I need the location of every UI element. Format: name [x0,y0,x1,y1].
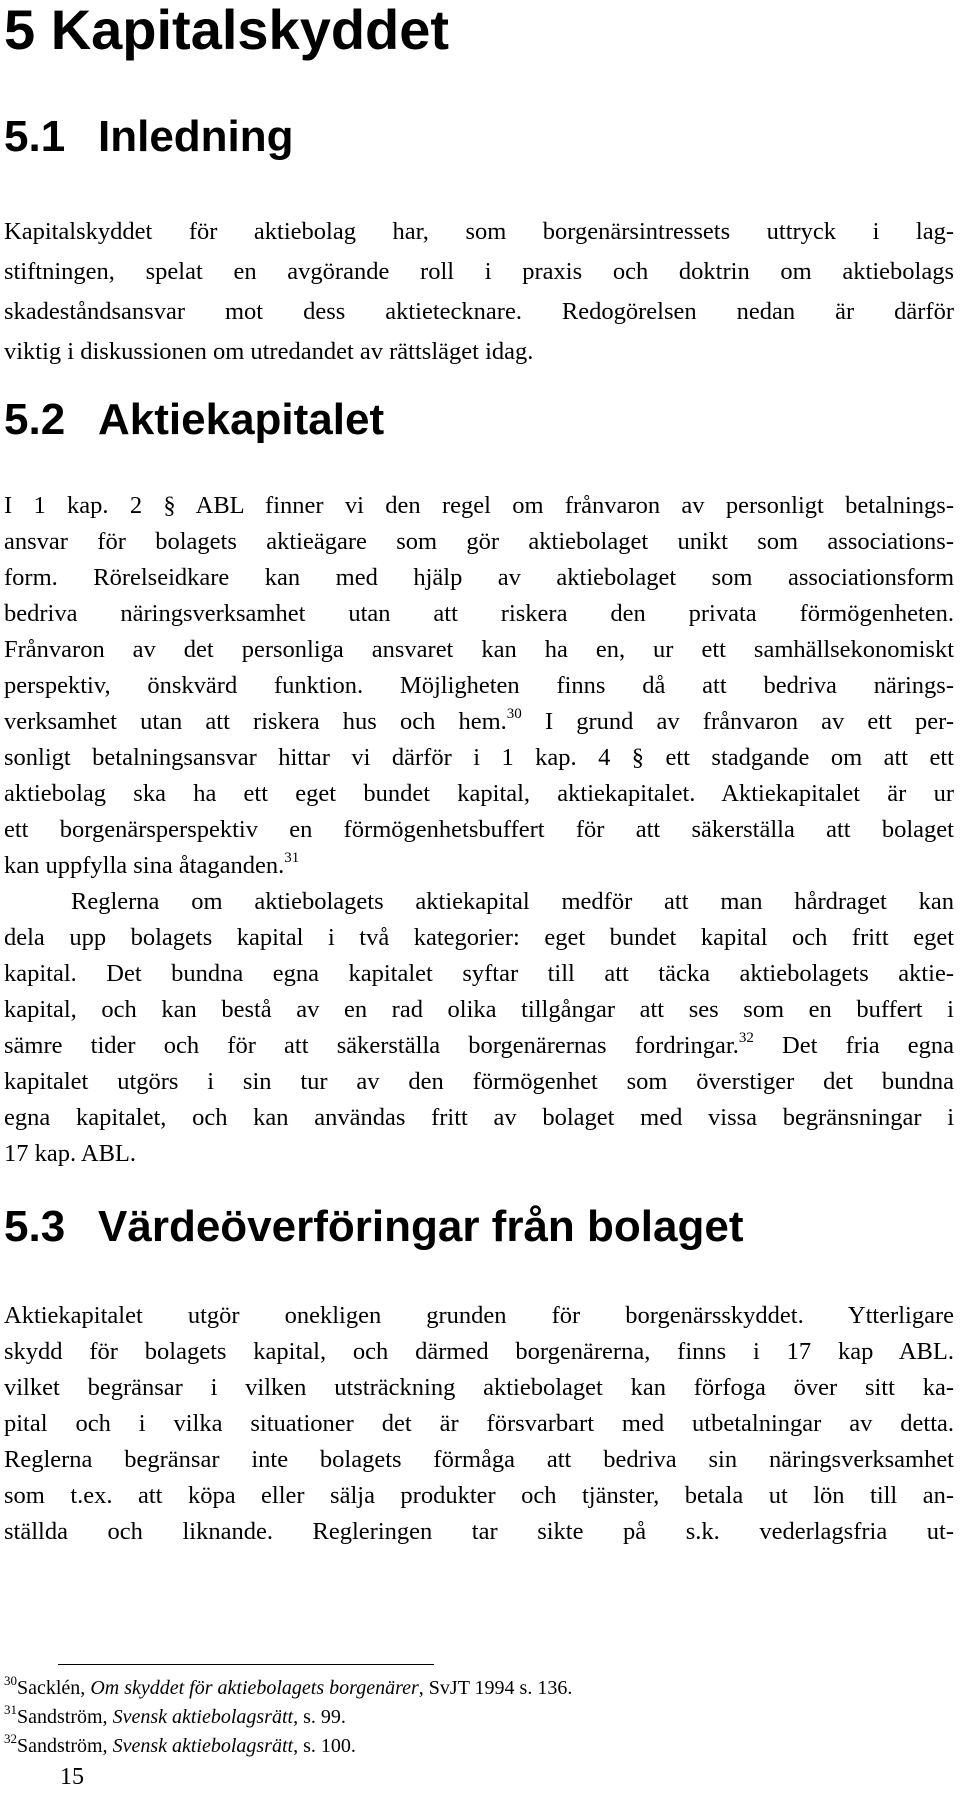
text-line: Reglerna om aktiebolagets aktiekapital medför att man hårdraget kan [71,888,954,915]
section-number: 5.1 [4,112,66,161]
paragraph-inledning [4,212,954,372]
text-line: kapitalet utgörs i sin tur av den förmögenhet som överstiger det bundna [4,1068,954,1095]
footnote-rest: , SvJT 1994 s. 136. [418,1677,573,1699]
footnote-reference[interactable]: 32 [738,1030,754,1046]
footnote-rest: s. 99. [298,1706,346,1728]
text-line: Aktiekapitalet utgör onekligen grunden för borgenärsskyddet. Ytterligare [4,1302,954,1329]
section-title: Inledning [98,112,294,161]
text-segment: verksamhet utan att riskera hus och hem. [4,708,507,735]
footnote-title: Om skyddet för aktiebolagets borgenärer [90,1677,419,1699]
footnote-number: 31 [4,1702,17,1717]
footnote [4,1674,944,1703]
footnote-reference[interactable]: 30 [506,706,522,722]
text-line: kapital. Det bundna egna kapitalet syftar till att täcka aktiebolagets aktie- [4,960,954,987]
text-line: som t.ex. att köpa eller sälja produkter och tjänster, betala ut lön till an- [4,1482,954,1509]
text-line: 17 kap. ABL. [4,1140,137,1167]
section-title: Aktiekapitalet [98,395,385,444]
footnote-title: Svensk aktiebolagsrätt [112,1735,294,1757]
paragraph-vardeoverforingar [4,1298,954,1550]
footnote-number: 32 [4,1731,17,1746]
footnote-author: Sandström, [17,1735,108,1757]
chapter-title: 5 Kapitalskyddet [4,0,450,61]
text-line: pital och i vilka situationer det är försvarbart med utbetalningar av detta. [4,1410,954,1437]
text-line: kapital, och kan bestå av en rad olika tillgångar att ses som en buffert i [4,996,954,1023]
text-segment: Det fria egna [782,1032,955,1059]
footnote-author: Sandström, [17,1706,108,1728]
footnote-author: Sacklén, [17,1677,86,1699]
footnote-title: Svensk aktiebolagsrätt, [112,1706,299,1728]
section-number: 5.3 [4,1202,66,1251]
text-line-with-footnote [4,848,954,884]
text-line: ställda och liknande. Regleringen tar sikte på s.k. vederlagsfria ut- [4,1518,954,1545]
footnote [4,1732,944,1761]
footnote-number: 30 [4,1673,17,1688]
text-line: I 1 kap. 2 § ABL finner vi den regel om frånvaron av personligt betalnings- [4,492,954,519]
text-line: vilket begränsar i vilken utsträckning aktiebolaget kan förfoga över sitt ka- [4,1374,954,1401]
text-line: skydd för bolagets kapital, och därmed borgenärerna, finns i 17 kap ABL. [4,1338,954,1365]
text-line: Frånvaron av det personliga ansvaret kan ha en, ur ett samhällsekonomiskt [4,636,954,663]
section-number: 5.2 [4,395,66,444]
text-line: Reglerna begränsar inte bolagets förmåga att bedriva sin näringsverksamhet [4,1446,954,1473]
text-line: form. Rörelseidkare kan med hjälp av aktiebolaget som associationsform [4,564,954,591]
paragraph-aktiekapitalet [4,488,954,1172]
text-line-with-footnote [4,1028,954,1064]
text-line: dela upp bolagets kapital i två kategorier: eget bundet kapital och fritt eget [4,924,954,951]
footnote-reference[interactable]: 31 [284,850,300,866]
text-line: aktiebolag ska ha ett eget bundet kapital, aktiekapitalet. Aktiekapitalet är ur [4,780,954,807]
section-title: Värdeöverföringar från bolaget [98,1202,744,1251]
page-number: 15 [60,1764,84,1790]
section-heading-5-2 [4,395,384,445]
text-segment: kan uppfylla sina åtaganden. [4,852,285,879]
footnote [4,1703,944,1732]
footnote-rest: , s. 100. [293,1735,356,1757]
text-line: stiftningen, spelat en avgörande roll i praxis och doktrin om aktiebolags [4,258,954,285]
text-line: ansvar för bolagets aktieägare som gör aktiebolaget unikt som associations- [4,528,954,555]
text-segment: I grund av frånvaron av ett per- [544,708,954,735]
text-line: sonligt betalningsansvar hittar vi därför i 1 kap. 4 § ett stadgande om att ett [4,744,954,771]
text-line-with-footnote [4,704,954,740]
text-line: bedriva näringsverksamhet utan att riskera den privata förmögenheten. [4,600,954,627]
text-segment: sämre tider och för att säkerställa borgenärernas fordringar. [4,1032,739,1059]
text-line: viktig i diskussionen om utredandet av rättsläget idag. [4,338,534,365]
text-line: Kapitalskyddet för aktiebolag har, som borgenärsintressets uttryck i lag- [4,218,954,245]
text-line: skadeståndsansvar mot dess aktietecknare. Redogörelsen nedan är därför [4,298,954,325]
section-heading-5-3 [4,1202,743,1252]
footnotes [4,1674,944,1761]
text-line: perspektiv, önskvärd funktion. Möjligheten finns då att bedriva närings- [4,672,954,699]
text-line: ett borgenärsperspektiv en förmögenhetsbuffert för att säkerställa att bolaget [4,816,954,843]
footnote-separator [58,1664,434,1665]
section-heading-5-1 [4,112,294,162]
text-line: egna kapitalet, och kan användas fritt av bolaget med vissa begränsningar i [4,1104,954,1131]
